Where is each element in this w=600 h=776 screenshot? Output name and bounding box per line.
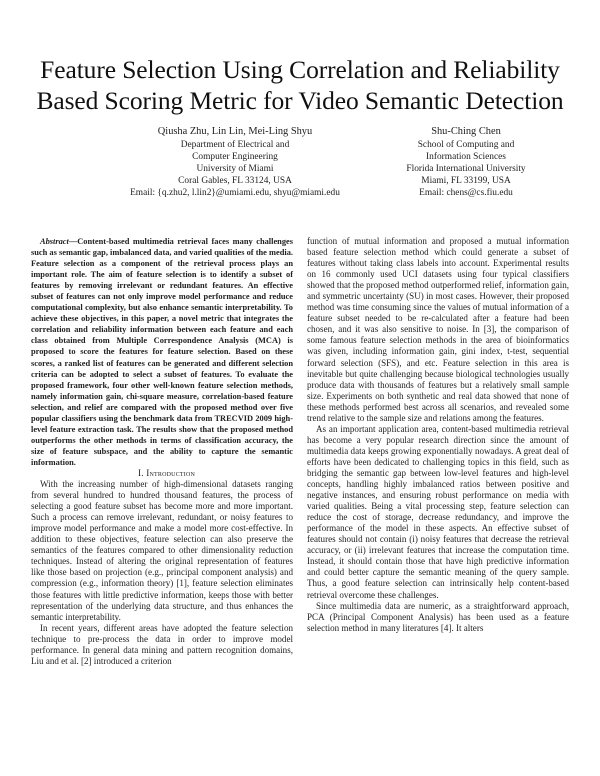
abstract-dash: — — [68, 237, 78, 246]
author-names: Shu-Ching Chen — [431, 126, 501, 137]
right-column — [307, 236, 569, 634]
paragraph: In recent years, different areas have adopted the feature selection technique to pre-process the data in order to improve model performance. In general data mining and pattern recognition domains, Liu and et al. [2] introduced a criterion — [31, 622, 293, 666]
title-line-2: Based Scoring Metric for Video Semantic Detection — [36, 86, 564, 115]
author-email: Email: {q.zhu2, l.lin2}@umiami.edu, shyu@miami.edu — [130, 188, 340, 199]
title-line-1: Feature Selection Using Correlation and Reliability — [40, 55, 560, 84]
paragraph: With the increasing number of high-dimensional datasets ranging from several hundred to hundred thousand features, the process of selecting a good feature subset has become more and more important. Such a process can remove irrelevant, redundant, or noisy features to improve model performance and make a model more cost-effective. In addition to these objectives, feature selection can also preserve the semantics of the features compared to other dimensionality reduction techniques. Instead of altering the original representation of features like those based on projection (e.g., principal component analysis) and compression (e.g., information theory) [1], feature selection eliminates those features with little predictive information, keeps those with better representation of the underlying data structure, and thus enhances the semantic interpretability. — [31, 479, 293, 622]
paragraph: As an important application area, content-based multimedia retrieval has become a very popular research direction since the amount of multimedia data keeps growing exponentially nowadays. A great deal of efforts have been dedicated to challenging topics in this field, such as bridging the semantic gap between low-level features and high-level concepts, handling highly imbalanced ratios between positive and negative instances, and ensuring robust performance on media with varied qualities. Being a vital processing step, feature selection can reduce the cost of storage, decrease redundancy, and improve the performance of the model in these aspects. An effective subset of features should not contain (i) noisy features that decrease the retrieval accuracy, or (ii) irrelevant features that increase the computation time. Instead, it should contain those that have high predictive information and could better capture the semantic meaning of the query sample. Thus, a good feature selection can intrinsically help content-based retrieval overcome these challenges. — [307, 423, 569, 600]
left-column — [31, 236, 293, 667]
abstract-label: Abstract — [40, 237, 69, 246]
author-block-miami — [95, 126, 375, 200]
affiliation-line: School of Computing and — [417, 139, 515, 150]
section-heading-introduction — [31, 468, 293, 479]
affiliation-line: Information Sciences — [426, 151, 506, 162]
author-block-fiu — [356, 126, 576, 200]
author-email: Email: chens@cs.fiu.edu — [419, 188, 513, 199]
paper-title — [0, 54, 600, 116]
section-title: Introduction — [146, 467, 196, 478]
affiliation-line: Department of Electrical and — [180, 139, 290, 150]
abstract — [31, 236, 293, 468]
affiliation-line: Computer Engineering — [192, 151, 278, 162]
affiliation-line: University of Miami — [196, 163, 274, 174]
affiliation-line: Coral Gables, FL 33124, USA — [178, 176, 292, 187]
section-number: I. — [137, 467, 144, 478]
abstract-text: Content-based multimedia retrieval faces many challenges such as semantic gap, imbalanced data, and varied qualities of the media. Feature selection as a component of the retrieval process plays an important role. The aim of feature selection is to identify a subset of features by removing irrelevant or redundant features. An effective subset of features can not only improve model performance and reduce computational complexity, but also enhance semantic interpretability. To achieve these objectives, in this paper, a novel metric that integrates the correlation and reliability information between each feature and each class obtained from Multiple Correspondence Analysis (MCA) is proposed to score the features for feature selection. Based on these scores, a ranked list of features can be generated and different selection criteria can be adopted to select a subset of features. To evaluate the proposed framework, four other well-known feature selection methods, namely information gain, chi-square measure, correlation-based feature selection, and relief are compared with the proposed method over five popular classifiers using the benchmark data from TRECVID 2009 high-level feature extraction task. The results show that the proposed method outperforms the other methods in terms of classification accuracy, the size of feature subspace, and the ability to capture the semantic information. — [31, 237, 293, 467]
paragraph: Since multimedia data are numeric, as a straightforward approach, PCA (Principal Component Analysis) has been used as a feature selection method in many literatures [4]. It alters — [307, 600, 569, 633]
author-names: Qiusha Zhu, Lin Lin, Mei-Ling Shyu — [157, 126, 313, 137]
paragraph-continued: function of mutual information and proposed a mutual information based feature selection method which could generate a subset of features without taking class labels into account. Experimental results on 16 commonly used UCI datasets using four typical classifiers showed that the proposed method outperformed relief, information gain, and symmetric uncertainty (SU) in most cases. However, their proposed method was time consuming since the values of mutual information of a feature subset needed to be re-calculated after a feature had been chosen, and it was also sensitive to noise. In [3], the comparison of some famous feature selection methods in the area of bioinformatics was given, including information gain, gini index, t-test, sequential forward selection (SFS), and etc. Feature selection in this area is inevitable but quite challenging because biological technologies usually produce data with thousands of features but a relatively small sample size. Experiments on both synthetic and real data showed that none of these methods performed best across all scenarios, and revealed some trend relative to the sample size and relations among the features. — [307, 236, 569, 423]
affiliation-line: Miami, FL 33199, USA — [421, 176, 511, 187]
affiliation-line: Florida International University — [406, 163, 526, 174]
